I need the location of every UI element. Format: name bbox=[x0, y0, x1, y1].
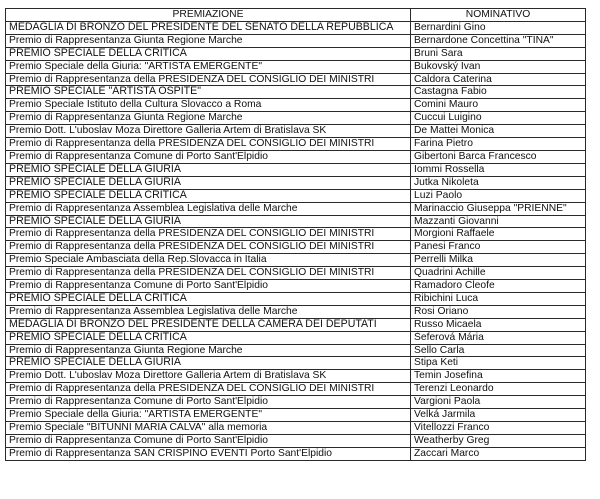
award-cell: MEDAGLIA DI BRONZO DEL PRESIDENTE DELLA CAMERA DEI DEPUTATI bbox=[6, 318, 411, 331]
award-cell: Premio di Rappresentanza Comune di Porto Sant'Elpidio bbox=[6, 280, 411, 293]
header-row bbox=[6, 9, 586, 22]
award-cell: PREMIO SPECIALE DELLA GIURIA bbox=[6, 215, 411, 228]
table-row bbox=[6, 138, 586, 151]
table-row bbox=[6, 86, 586, 99]
award-cell: Premio Speciale Ambasciata della Rep.Slovacca in Italia bbox=[6, 254, 411, 267]
table-row bbox=[6, 267, 586, 280]
table-row bbox=[6, 163, 586, 176]
name-cell: Temin Josefina bbox=[411, 370, 586, 383]
award-cell: PREMIO SPECIALE DELLA CRITICA bbox=[6, 47, 411, 60]
table-row bbox=[6, 47, 586, 60]
header-name: NOMINATIVO bbox=[411, 9, 586, 22]
table-row bbox=[6, 318, 586, 331]
name-cell: Ramadoro Cleofe bbox=[411, 280, 586, 293]
table-row bbox=[6, 60, 586, 73]
table-row bbox=[6, 34, 586, 47]
table-row bbox=[6, 241, 586, 254]
table-row bbox=[6, 409, 586, 422]
award-cell: Premio di Rappresentanza della PRESIDENZA DEL CONSIGLIO DEI MINISTRI bbox=[6, 383, 411, 396]
name-cell: Marinaccio Giuseppa "PRIENNE" bbox=[411, 202, 586, 215]
award-cell: PREMIO SPECIALE DELLA CRITICA bbox=[6, 189, 411, 202]
award-cell: PREMIO SPECIALE DELLA CRITICA bbox=[6, 331, 411, 344]
name-cell: Ribichini Luca bbox=[411, 292, 586, 305]
table-row bbox=[6, 21, 586, 34]
name-cell: Gibertoni Barca Francesco bbox=[411, 150, 586, 163]
name-cell: Cuccui Luigino bbox=[411, 112, 586, 125]
header-award: PREMIAZIONE bbox=[6, 9, 411, 22]
award-cell: Premio Speciale della Giuria: "ARTISTA EMERGENTE" bbox=[6, 409, 411, 422]
table-row bbox=[6, 396, 586, 409]
awards-document bbox=[5, 8, 585, 461]
name-cell: Quadrini Achille bbox=[411, 267, 586, 280]
award-cell: Premio di Rappresentanza Assemblea Legislativa delle Marche bbox=[6, 202, 411, 215]
table-row bbox=[6, 112, 586, 125]
table-row bbox=[6, 357, 586, 370]
name-cell: Comini Mauro bbox=[411, 99, 586, 112]
award-cell: PREMIO SPECIALE DELLA GIURIA bbox=[6, 176, 411, 189]
table-row bbox=[6, 176, 586, 189]
awards-table bbox=[5, 8, 586, 461]
name-cell: Luzi Paolo bbox=[411, 189, 586, 202]
table-row bbox=[6, 292, 586, 305]
name-cell: De Mattei Monica bbox=[411, 125, 586, 138]
award-cell: Premio di Rappresentanza Comune di Porto Sant'Elpidio bbox=[6, 396, 411, 409]
name-cell: Bruni Sara bbox=[411, 47, 586, 60]
name-cell: Jutka Nikoleta bbox=[411, 176, 586, 189]
name-cell: Šeferová Mária bbox=[411, 331, 586, 344]
table-row bbox=[6, 344, 586, 357]
award-cell: Premio Dott. L'uboslav Moza Direttore Galleria Artem di Bratislava SK bbox=[6, 125, 411, 138]
name-cell: Russo Micaela bbox=[411, 318, 586, 331]
table-row bbox=[6, 280, 586, 293]
award-cell: PREMIO SPECIALE DELLA GIURIA bbox=[6, 163, 411, 176]
award-cell: Premio di Rappresentanza della PRESIDENZA DEL CONSIGLIO DEI MINISTRI bbox=[6, 228, 411, 241]
award-cell: PREMIO SPECIALE DELLA CRITICA bbox=[6, 292, 411, 305]
award-cell: Premio di Rappresentanza Giunta Regione Marche bbox=[6, 34, 411, 47]
name-cell: Vitellozzi Franco bbox=[411, 422, 586, 435]
name-cell: Farina Pietro bbox=[411, 138, 586, 151]
name-cell: Terenzi Leonardo bbox=[411, 383, 586, 396]
award-cell: MEDAGLIA DI BRONZO DEL PRESIDENTE DEL SENATO DELLA REPUBBLICA bbox=[6, 21, 411, 34]
name-cell: Sello Carla bbox=[411, 344, 586, 357]
table-row bbox=[6, 189, 586, 202]
award-cell: Premio di Rappresentanza della PRESIDENZA DEL CONSIGLIO DEI MINISTRI bbox=[6, 267, 411, 280]
award-cell: Premio Dott. L'uboslav Moza Direttore Galleria Artem di Bratislava SK bbox=[6, 370, 411, 383]
table-row bbox=[6, 370, 586, 383]
name-cell: Iommi Rossella bbox=[411, 163, 586, 176]
award-cell: Premio di Rappresentanza Comune di Porto Sant'Elpidio bbox=[6, 150, 411, 163]
name-cell: Bernardone Concettina "TINA" bbox=[411, 34, 586, 47]
table-row bbox=[6, 331, 586, 344]
name-cell: Castagna Fabio bbox=[411, 86, 586, 99]
table-row bbox=[6, 254, 586, 267]
table-row bbox=[6, 215, 586, 228]
award-cell: Premio di Rappresentanza Giunta Regione Marche bbox=[6, 112, 411, 125]
award-cell: Premio di Rappresentanza Giunta Regione Marche bbox=[6, 344, 411, 357]
award-cell: PREMIO SPECIALE "ARTISTA OSPITE" bbox=[6, 86, 411, 99]
name-cell: Panesi Franco bbox=[411, 241, 586, 254]
table-row bbox=[6, 383, 586, 396]
award-cell: Premio di Rappresentanza Assemblea Legislativa delle Marche bbox=[6, 305, 411, 318]
table-row bbox=[6, 447, 586, 460]
name-cell: Velká Jarmila bbox=[411, 409, 586, 422]
table-row bbox=[6, 305, 586, 318]
name-cell: Bukovský Ivan bbox=[411, 60, 586, 73]
award-cell: Premio di Rappresentanza della PRESIDENZA DEL CONSIGLIO DEI MINISTRI bbox=[6, 73, 411, 86]
table-row bbox=[6, 202, 586, 215]
awards-table-body bbox=[6, 21, 586, 460]
award-cell: Premio di Rappresentanza SAN CRISPINO EVENTI Porto Sant'Elpidio bbox=[6, 447, 411, 460]
name-cell: Morgioni Raffaele bbox=[411, 228, 586, 241]
table-row bbox=[6, 99, 586, 112]
name-cell: Mazzanti Giovanni bbox=[411, 215, 586, 228]
table-row bbox=[6, 422, 586, 435]
table-row bbox=[6, 150, 586, 163]
award-cell: Premio di Rappresentanza della PRESIDENZA DEL CONSIGLIO DEI MINISTRI bbox=[6, 241, 411, 254]
award-cell: Premio di Rappresentanza Comune di Porto Sant'Elpidio bbox=[6, 434, 411, 447]
table-row bbox=[6, 228, 586, 241]
name-cell: Weatherby Greg bbox=[411, 434, 586, 447]
name-cell: Caldora Caterina bbox=[411, 73, 586, 86]
award-cell: Premio Speciale "BITUNNI MARIA CALVA" alla memoria bbox=[6, 422, 411, 435]
table-row bbox=[6, 125, 586, 138]
table-row bbox=[6, 434, 586, 447]
award-cell: Premio Speciale Istituto della Cultura Slovacco a Roma bbox=[6, 99, 411, 112]
name-cell: Rosi Oriano bbox=[411, 305, 586, 318]
name-cell: Perrelli Milka bbox=[411, 254, 586, 267]
award-cell: Premio Speciale della Giuria: "ARTISTA EMERGENTE" bbox=[6, 60, 411, 73]
award-cell: Premio di Rappresentanza della PRESIDENZA DEL CONSIGLIO DEI MINISTRI bbox=[6, 138, 411, 151]
table-row bbox=[6, 73, 586, 86]
name-cell: Vargioni Paola bbox=[411, 396, 586, 409]
name-cell: Bernardini Gino bbox=[411, 21, 586, 34]
name-cell: Stipa Keti bbox=[411, 357, 586, 370]
name-cell: Zaccari Marco bbox=[411, 447, 586, 460]
award-cell: PREMIO SPECIALE DELLA GIURIA bbox=[6, 357, 411, 370]
